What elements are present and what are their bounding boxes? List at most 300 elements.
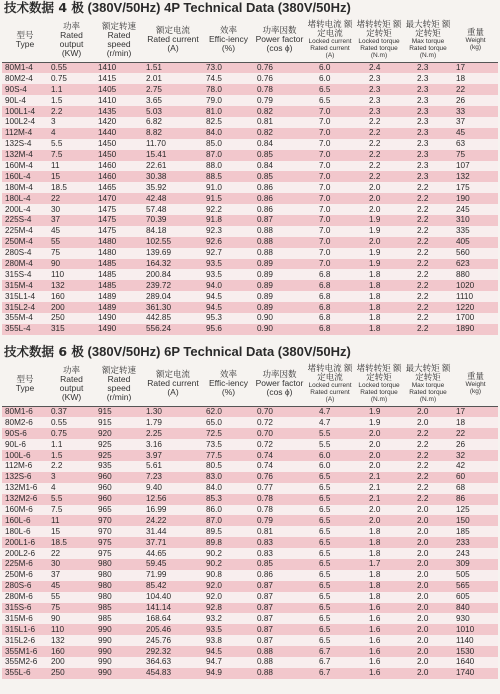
value-cell: 91.8 (206, 215, 222, 225)
value-cell: 89.5 (206, 526, 222, 536)
header-unit: (kg) (469, 44, 482, 52)
value-cell: 0.78 (257, 504, 273, 514)
value-cell: 2.0 (417, 602, 429, 612)
value-cell: 22 (456, 428, 466, 438)
header-unit: (N.m) (419, 52, 437, 60)
value-cell: 2.2 (51, 461, 63, 471)
value-cell: 2.2 (417, 302, 429, 312)
value-cell: 44.65 (146, 548, 167, 558)
value-cell: 1.8 (369, 548, 381, 558)
value-cell: 95.6 (206, 324, 222, 334)
table-row (2, 215, 498, 226)
value-cell: 2.3 (369, 73, 381, 83)
value-cell: 6.0 (319, 62, 331, 72)
value-cell: 1110 (456, 291, 473, 301)
value-cell: 1.5 (51, 95, 63, 105)
value-cell: 2.2 (417, 494, 429, 504)
value-cell: 2.2 (417, 472, 429, 482)
value-cell: 73.5 (206, 439, 222, 449)
value-cell: 104.40 (146, 592, 172, 602)
value-cell: 1.8 (369, 269, 381, 279)
value-cell: 2.0 (417, 613, 429, 623)
value-cell: 0.77 (257, 483, 273, 493)
value-cell: 556.24 (146, 324, 172, 334)
value-cell: 2.3 (417, 84, 429, 94)
column-header (143, 362, 203, 406)
value-cell: 7.0 (319, 117, 331, 127)
value-cell: 1220 (456, 302, 475, 312)
value-cell: 2.0 (417, 635, 429, 645)
value-cell: 1.79 (146, 417, 162, 427)
model-cell: 355M-4 (5, 313, 33, 323)
value-cell: 1.8 (369, 313, 381, 323)
value-cell: 6.5 (319, 472, 331, 482)
table-row (2, 603, 498, 614)
value-cell: 1489 (98, 302, 117, 312)
value-cell: 0.86 (257, 204, 273, 214)
value-cell: 92.3 (206, 226, 222, 236)
value-cell: 3.16 (146, 439, 162, 449)
model-cell: 100L2-4 (5, 117, 36, 127)
value-cell: 935 (98, 461, 112, 471)
value-cell: 175 (456, 182, 470, 192)
value-cell: 2.3 (369, 84, 381, 94)
value-cell: 915 (98, 406, 112, 416)
table-row (2, 624, 498, 635)
value-cell: 0.37 (51, 406, 67, 416)
value-cell: 7.0 (319, 139, 331, 149)
value-cell: 93.2 (206, 613, 222, 623)
value-cell: 2.0 (417, 548, 429, 558)
table-row (2, 635, 498, 646)
value-cell: 0.76 (257, 62, 273, 72)
value-cell: 26 (456, 439, 466, 449)
value-cell: 970 (98, 515, 112, 525)
value-cell: 57.48 (146, 204, 167, 214)
value-cell: 2.1 (369, 494, 381, 504)
header-zh: 堵转电流 额定电流 (307, 363, 353, 383)
value-cell: 239.72 (146, 280, 172, 290)
value-cell: 2.0 (369, 439, 381, 449)
value-cell: 26 (456, 95, 466, 105)
value-cell: 2.2 (369, 160, 381, 170)
value-cell: 2.0 (417, 581, 429, 591)
value-cell: 110 (51, 269, 65, 279)
table-row (2, 302, 498, 313)
value-cell: 840 (456, 602, 470, 612)
value-cell: 0.55 (51, 62, 67, 72)
table-row (2, 581, 498, 592)
model-cell: 112M-4 (5, 128, 33, 138)
value-cell: 0.87 (257, 613, 273, 623)
value-cell: 6.8 (319, 313, 331, 323)
table-row (2, 128, 498, 139)
value-cell: 2.2 (417, 461, 429, 471)
value-cell: 0.72 (257, 417, 273, 427)
table-row (2, 313, 498, 324)
value-cell: 102.55 (146, 237, 172, 247)
header-unit: (N.m) (370, 396, 388, 404)
value-cell: 0.83 (257, 548, 273, 558)
header-zh: 重量 (466, 371, 484, 382)
value-cell: 1530 (456, 646, 475, 656)
value-cell: 2.1 (369, 483, 381, 493)
value-cell: 2.75 (146, 84, 162, 94)
value-cell: 17 (456, 62, 466, 72)
header-en: Type (15, 38, 35, 49)
value-cell: 0.89 (257, 302, 273, 312)
model-cell: 90S-6 (5, 428, 27, 438)
value-cell: 2.2 (417, 450, 429, 460)
value-cell: 5.5 (51, 494, 63, 504)
value-cell: 0.88 (257, 657, 273, 667)
value-cell: 79.0 (206, 95, 222, 105)
header-en: Rated speed (107, 373, 131, 393)
value-cell: 2.0 (417, 515, 429, 525)
header-unit: (N.m) (419, 396, 437, 404)
value-cell: 7.0 (319, 160, 331, 170)
value-cell: 990 (98, 635, 112, 645)
value-cell: 2.0 (417, 417, 429, 427)
model-cell: 200L1-6 (5, 537, 36, 547)
table-row (2, 248, 498, 259)
value-cell: 6.7 (319, 668, 331, 678)
value-cell: 0.87 (257, 215, 273, 225)
value-cell: 74.5 (206, 73, 222, 83)
value-cell: 160 (51, 646, 65, 656)
value-cell: 1.8 (369, 526, 381, 536)
header-en: Rated current (147, 378, 199, 389)
value-cell: 2.0 (417, 646, 429, 656)
value-cell: 2.0 (369, 182, 381, 192)
value-cell: 1489 (98, 291, 117, 301)
value-cell: 2.25 (146, 428, 162, 438)
section-title (0, 0, 500, 18)
value-cell: 141.14 (146, 602, 172, 612)
value-cell: 160 (51, 291, 65, 301)
table-row (2, 439, 498, 450)
value-cell: 1.1 (51, 439, 63, 449)
header-zh: 功率 (62, 364, 80, 375)
model-cell: 80M2-4 (5, 73, 33, 83)
table-row (2, 472, 498, 483)
value-cell: 6.7 (319, 646, 331, 656)
value-cell: 7.0 (319, 128, 331, 138)
value-cell: 12.56 (146, 494, 167, 504)
value-cell: 0.89 (257, 258, 273, 268)
value-cell: 985 (98, 602, 112, 612)
header-en: Weight (465, 381, 486, 389)
column-header (2, 362, 48, 406)
value-cell: 0.87 (257, 592, 273, 602)
header-en: Rated output (59, 29, 84, 49)
value-cell: 6.0 (319, 461, 331, 471)
value-cell: 3 (51, 117, 56, 127)
value-cell: 18 (456, 417, 466, 427)
value-cell: 2.3 (417, 171, 429, 181)
value-cell: 1.8 (369, 537, 381, 547)
value-cell: 6.5 (319, 483, 331, 493)
value-cell: 45 (51, 226, 61, 236)
value-cell: 0.78 (257, 494, 273, 504)
value-cell: 0.55 (51, 417, 67, 427)
header-unit: (A) (325, 52, 335, 60)
value-cell: 1.6 (369, 646, 381, 656)
value-cell: 6.0 (319, 450, 331, 460)
table-row (2, 537, 498, 548)
value-cell: 243 (456, 548, 470, 558)
column-header (203, 362, 254, 406)
value-cell: 309 (456, 559, 470, 569)
value-cell: 91.5 (206, 193, 222, 203)
header-zh: 重量 (466, 27, 484, 38)
value-cell: 92.6 (206, 237, 222, 247)
value-cell: 6.5 (319, 624, 331, 634)
value-cell: 7.0 (319, 150, 331, 160)
header-en: Locked torque Rated torque (358, 38, 400, 53)
value-cell: 0.86 (257, 182, 273, 192)
header-zh: 型号 (16, 29, 34, 40)
header-unit: (A) (167, 43, 179, 54)
value-cell: 405 (456, 237, 470, 247)
header-en: Effic-iency (208, 34, 249, 45)
value-cell: 6.5 (319, 581, 331, 591)
model-cell: 160M-4 (5, 160, 33, 170)
value-cell: 990 (98, 668, 112, 678)
header-zh: 堵转电流 额定电流 (307, 19, 353, 39)
value-cell: 91.0 (206, 182, 222, 192)
value-cell: 454.83 (146, 668, 172, 678)
value-cell: 0.70 (257, 406, 273, 416)
table-row (2, 548, 498, 559)
model-cell: 315L1-6 (5, 624, 36, 634)
value-cell: 59.45 (146, 559, 167, 569)
table-row (2, 139, 498, 150)
value-cell: 11.70 (146, 139, 166, 149)
value-cell: 42 (456, 461, 466, 471)
value-cell: 1415 (98, 73, 117, 83)
value-cell: 2.3 (417, 62, 429, 72)
table-row (2, 237, 498, 248)
table-row (2, 182, 498, 193)
value-cell: 71.99 (146, 570, 167, 580)
value-cell: 65.0 (206, 417, 222, 427)
value-cell: 975 (98, 537, 112, 547)
value-cell: 2.0 (369, 204, 381, 214)
value-cell: 33 (456, 106, 466, 116)
value-cell: 985 (98, 613, 112, 623)
column-header (305, 362, 355, 406)
value-cell: 0.79 (257, 95, 273, 105)
value-cell: 990 (98, 646, 112, 656)
value-cell: 2.2 (417, 248, 429, 258)
value-cell: 4 (51, 128, 56, 138)
value-cell: 2.2 (417, 258, 429, 268)
table-row (2, 117, 498, 128)
header-en: Power factor (255, 378, 304, 389)
value-cell: 2.3 (417, 117, 429, 127)
value-cell: 0.90 (257, 324, 273, 334)
value-cell: 1.9 (369, 248, 381, 258)
value-cell: 200 (51, 657, 65, 667)
value-cell: 87.0 (206, 150, 222, 160)
value-cell: 1.51 (146, 62, 162, 72)
value-cell: 2.3 (417, 139, 429, 149)
value-cell: 0.89 (257, 291, 273, 301)
value-cell: 6.8 (319, 280, 331, 290)
value-cell: 92.8 (206, 602, 222, 612)
value-cell: 1485 (98, 280, 117, 290)
table-row (2, 461, 498, 472)
value-cell: 110 (51, 624, 65, 634)
model-cell: 200L-4 (5, 204, 31, 214)
value-cell: 0.76 (257, 472, 273, 482)
value-cell: 0.90 (257, 313, 273, 323)
value-cell: 1475 (98, 226, 117, 236)
model-cell: 315S-4 (5, 269, 32, 279)
table-row (2, 592, 498, 603)
value-cell: 361.30 (146, 302, 172, 312)
value-cell: 35.92 (146, 182, 167, 192)
value-cell: 233 (456, 537, 470, 547)
model-cell: 355L-4 (5, 324, 31, 334)
table-row (2, 406, 498, 417)
model-cell: 90S-4 (5, 84, 27, 94)
value-cell: 245.76 (146, 635, 172, 645)
value-cell: 1.6 (369, 657, 381, 667)
value-cell: 2.0 (369, 461, 381, 471)
value-cell: 7.0 (319, 248, 331, 258)
value-cell: 2.3 (417, 150, 429, 160)
value-cell: 2.2 (417, 428, 429, 438)
value-cell: 990 (98, 657, 112, 667)
value-cell: 18.5 (51, 182, 67, 192)
value-cell: 1.1 (51, 84, 63, 94)
table-row (2, 280, 498, 291)
header-unit: (%) (221, 43, 236, 54)
value-cell: 1.6 (369, 613, 381, 623)
value-cell: 190 (456, 193, 470, 203)
header-en: Locked current Rated current (308, 38, 352, 53)
value-cell: 75 (51, 602, 61, 612)
value-cell: 0.87 (257, 581, 273, 591)
value-cell: 1.9 (369, 226, 381, 236)
value-cell: 31.44 (146, 526, 167, 536)
header-en: Locked current Rated current (308, 382, 352, 397)
value-cell: 1.8 (369, 581, 381, 591)
value-cell: 93.5 (206, 624, 222, 634)
value-cell: 6.5 (319, 537, 331, 547)
table-section-4p (0, 0, 500, 344)
value-cell: 55 (51, 237, 61, 247)
value-cell: 2.3 (417, 128, 429, 138)
value-cell: 37 (456, 117, 466, 127)
value-cell: 85.0 (206, 139, 222, 149)
value-cell: 1.9 (369, 406, 381, 416)
model-cell: 90L-6 (5, 439, 26, 449)
value-cell: 1.8 (369, 592, 381, 602)
value-cell: 18.5 (51, 537, 67, 547)
model-cell: 80M1-6 (5, 406, 33, 416)
value-cell: 1480 (98, 248, 117, 258)
value-cell: 920 (98, 428, 112, 438)
value-cell: 1490 (98, 324, 117, 334)
value-cell: 1485 (98, 258, 117, 268)
model-cell: 280M-4 (5, 258, 33, 268)
model-cell: 225M-4 (5, 226, 33, 236)
table-row (2, 150, 498, 161)
column-header (203, 18, 254, 62)
model-cell: 100L1-4 (5, 106, 36, 116)
model-cell: 250M-6 (5, 570, 33, 580)
value-cell: 132 (456, 171, 470, 181)
value-cell: 75 (456, 150, 466, 160)
model-cell: 132S-4 (5, 139, 32, 149)
value-cell: 1740 (456, 668, 475, 678)
value-cell: 85.42 (146, 581, 167, 591)
value-cell: 1020 (456, 280, 475, 290)
header-zh: 堵转转矩 额定转矩 (356, 363, 402, 383)
model-cell: 132M1-6 (5, 483, 38, 493)
table-row (2, 483, 498, 494)
value-cell: 250 (51, 668, 65, 678)
value-cell: 0.72 (257, 439, 273, 449)
value-cell: 9.40 (146, 483, 162, 493)
value-cell: 560 (456, 248, 470, 258)
value-cell: 2.3 (369, 95, 381, 105)
value-cell: 0.70 (257, 428, 273, 438)
value-cell: 30 (51, 559, 61, 569)
value-cell: 45 (51, 581, 61, 591)
value-cell: 250 (51, 313, 65, 323)
table-row (2, 84, 498, 95)
value-cell: 3 (51, 472, 56, 482)
value-cell: 88.5 (206, 171, 222, 181)
value-cell: 2.3 (417, 95, 429, 105)
value-cell: 125 (456, 504, 470, 514)
header-zh: 堵转转矩 额定转矩 (356, 19, 402, 39)
column-header (403, 18, 453, 62)
model-cell: 160M-6 (5, 504, 33, 514)
value-cell: 11 (51, 515, 60, 525)
value-cell: 32 (456, 450, 466, 460)
header-zh: 额定电流 (155, 369, 190, 380)
value-cell: 2.0 (417, 668, 429, 678)
value-cell: 6.5 (319, 494, 331, 504)
value-cell: 1440 (98, 128, 117, 138)
header-unit: (N.m) (370, 52, 388, 60)
value-cell: 84.18 (146, 226, 167, 236)
model-cell: 180M-4 (5, 182, 33, 192)
value-cell: 7.0 (319, 226, 331, 236)
value-cell: 82.5 (206, 117, 222, 127)
header-unit: (cos ϕ) (266, 387, 293, 398)
model-cell: 160L-6 (5, 515, 31, 525)
title-en: (380V/50Hz) 6P Technical Data (380V/50Hz) (87, 344, 351, 359)
value-cell: 164.32 (146, 258, 172, 268)
value-cell: 22 (51, 193, 61, 203)
value-cell: 94.7 (206, 657, 222, 667)
value-cell: 965 (98, 504, 112, 514)
value-cell: 92.7 (206, 248, 222, 258)
value-cell: 1480 (98, 237, 117, 247)
value-cell: 2.2 (369, 171, 381, 181)
value-cell: 2.01 (146, 73, 162, 83)
value-cell: 930 (456, 613, 470, 623)
value-cell: 6.5 (319, 635, 331, 645)
value-cell: 292.32 (146, 646, 172, 656)
value-cell: 990 (98, 624, 112, 634)
